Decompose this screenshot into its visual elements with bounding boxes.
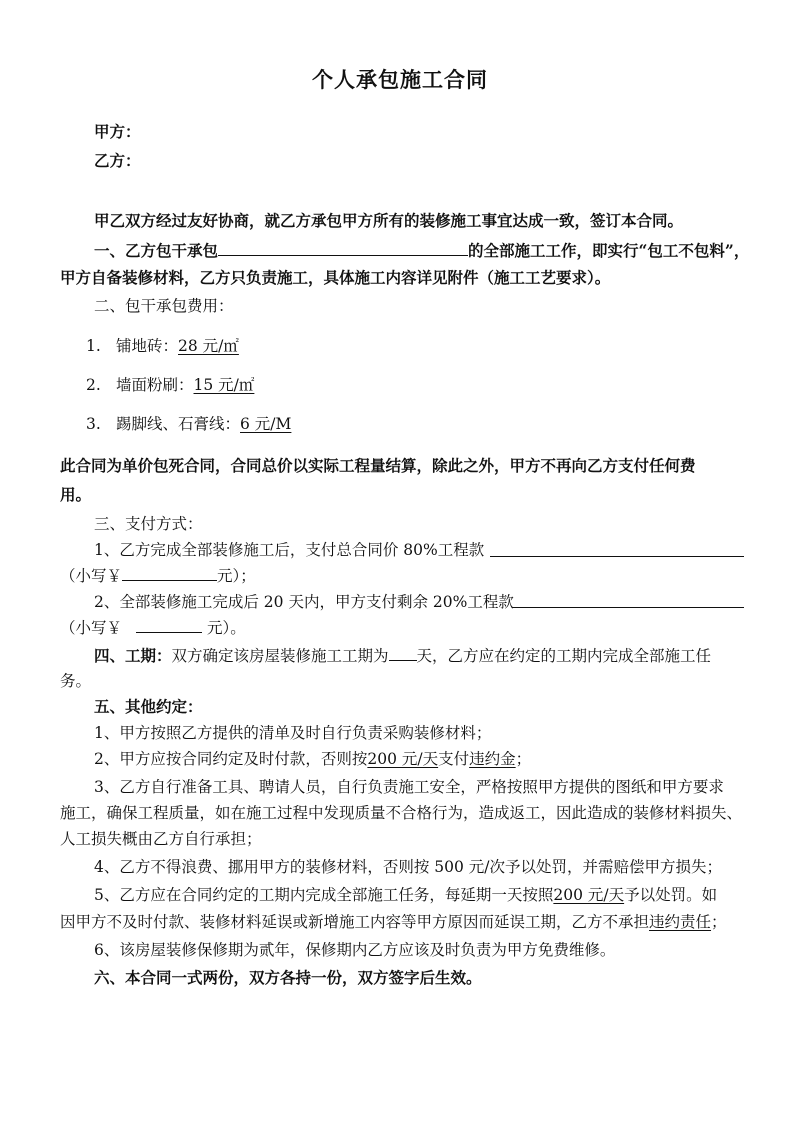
fee-item-price: 15 元/㎡ (193, 376, 255, 394)
fee-item-label: 铺地砖： (116, 337, 179, 355)
clause-2-penalty-term: 违约金 (469, 750, 516, 768)
section-1-line-2: 甲方自备装修材料，乙方只负责施工，具体施工内容详见附件（施工工艺要求）。 (60, 268, 611, 287)
section-4-text-a: 双方确定该房屋装修施工工期为 (171, 647, 389, 665)
section-4-line-2: 务。 (60, 672, 92, 690)
clause-5-text: 5、乙方应在合同约定的工期内完成全部施工任务，每延期一天按照 (94, 886, 554, 904)
clause-5-penalty-rate: 200 元/天 (553, 886, 625, 904)
clause-5-end: ； (711, 913, 727, 931)
fee-item-number: 1. (86, 337, 101, 355)
fee-item-3 (86, 414, 291, 434)
section-4-line-1 (94, 645, 711, 666)
clause-5-liability-term: 违约责任 (649, 913, 712, 931)
party-a-label: 甲方： (94, 122, 141, 141)
clause-6: 6、该房屋装修保修期为贰年，保修期内乙方应该及时负责为甲方免费维修。 (94, 941, 616, 959)
payment-2-text: 2、全部装修施工完成后 20 天内，甲方支付剩余 20%工程款 (94, 593, 514, 611)
clause-2-end: ； (515, 750, 532, 768)
fee-item-number: 2. (86, 376, 101, 394)
document-title: 个人承包施工合同 (312, 67, 488, 92)
clause-5-text: 因甲方不及时付款、装修材料延误或新增施工内容等甲方原因而延误工期，乙方不承担 (60, 913, 650, 931)
amount-blank (122, 565, 217, 581)
section-1-suffix: 的全部施工工作，即实行“包工不包料”， (468, 241, 750, 260)
unit-price-note-line-1: 此合同为单价包死合同，合同总价以实际工程量结算，除此之外，甲方不再向乙方支付任何费 (60, 456, 696, 475)
fee-item-number: 3. (86, 415, 101, 433)
payment-1-text: 1、乙方完成全部装修施工后，支付总合同价 80%工程款 (94, 541, 485, 559)
clause-5-text: 予以处罚。如 (624, 886, 718, 904)
duration-blank (389, 645, 417, 661)
amount-suffix: 元）； (217, 567, 256, 585)
amount-prefix: （小写￥ (60, 619, 123, 637)
fee-item-label: 墙面粉刷： (116, 376, 194, 394)
clause-3-line-2: 施工，确保工程质量，如在施工过程中发现质量不合格行为，造成返工，因此造成的装修材料损失、 (60, 804, 743, 822)
clause-5-line-2 (60, 912, 727, 932)
section-2-heading: 二、包干承包费用： (94, 297, 234, 315)
clause-3-line-1: 3、乙方自行准备工具、聘请人员，自行负责施工安全，严格按照甲方提供的图纸和甲方要求 (94, 778, 724, 796)
fee-item-1 (86, 336, 239, 356)
amount-prefix: （小写￥ (60, 567, 123, 585)
clause-2-text: 支付 (438, 750, 470, 768)
fee-item-2 (86, 375, 254, 395)
section-5-heading: 五、其他约定： (94, 697, 203, 716)
clause-1: 1、甲方按照乙方提供的清单及时自行负责采购装修材料； (94, 724, 492, 742)
fee-item-price: 6 元/M (240, 415, 292, 433)
fee-item-label: 踢脚线、石膏线： (116, 415, 241, 433)
amount-suffix: 元）。 (202, 619, 246, 637)
payment-2-amount (60, 617, 246, 638)
amount-blank (136, 617, 202, 633)
payment-2-amount-blank (512, 607, 744, 608)
section-1-prefix: 一、乙方包干承包 (94, 241, 219, 260)
clause-2-text: 2、甲方应按合同约定及时付款，否则按 (94, 750, 368, 768)
section-1-line-1 (94, 240, 749, 261)
payment-1-amount-blank (490, 556, 744, 557)
section-3-heading: 三、支付方式： (94, 515, 203, 533)
fee-item-price: 28 元/㎡ (178, 337, 239, 355)
clause-3-line-3: 人工损失概由乙方自行承担； (60, 830, 262, 848)
section-6: 六、本合同一式两份，双方各持一份，双方签字后生效。 (94, 968, 482, 987)
intro-paragraph: 甲乙双方经过友好协商，就乙方承包甲方所有的装修施工事宜达成一致，签订本合同。 (94, 211, 684, 230)
clause-2-penalty-rate: 200 元/天 (367, 750, 439, 768)
section-4-text-b: 天，乙方应在约定的工期内完成全部施工任 (416, 647, 712, 665)
payment-1-amount (60, 565, 256, 586)
clause-4: 4、乙方不得浪费、挪用甲方的装修材料，否则按 500 元/次予以处罚，并需赔偿甲方损失； (94, 858, 723, 876)
clause-5-line-1 (94, 885, 717, 905)
section-4-heading: 四、工期： (94, 646, 172, 665)
contract-scope-blank (218, 240, 468, 256)
clause-2 (94, 749, 531, 769)
unit-price-note-line-2: 用。 (60, 485, 92, 504)
party-b-label: 乙方： (94, 151, 141, 170)
